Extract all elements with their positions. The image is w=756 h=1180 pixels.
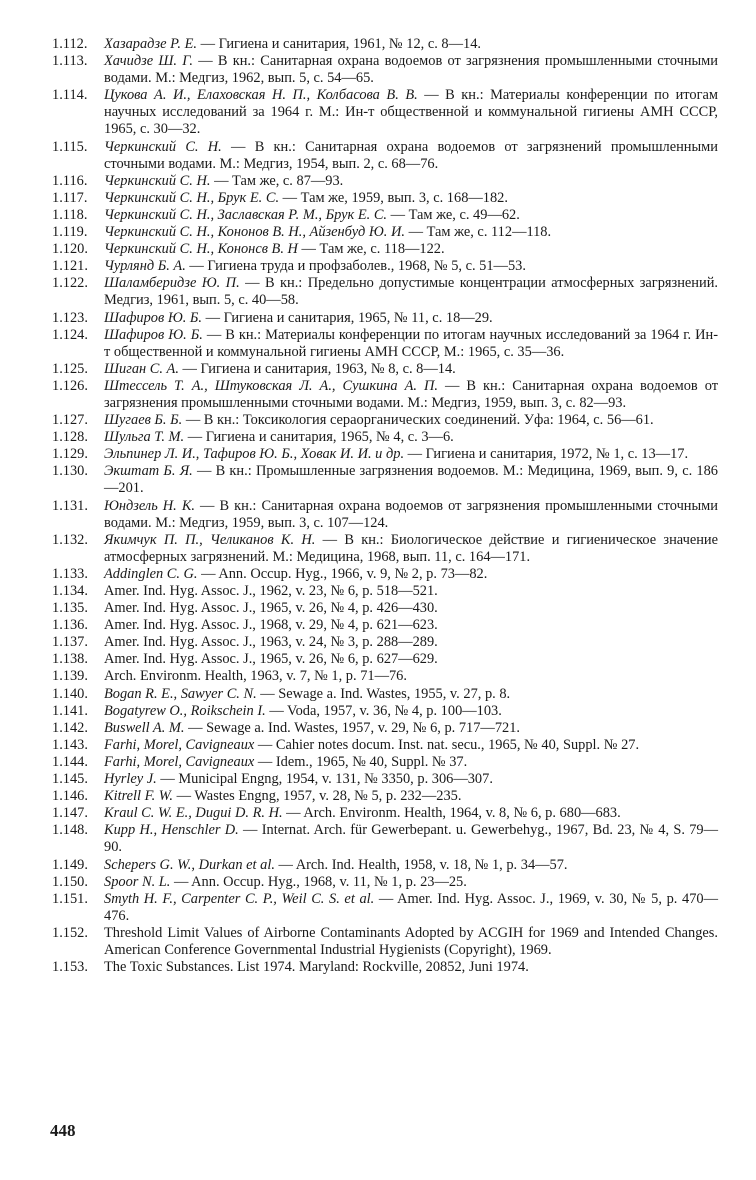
reference-text: Threshold Limit Values of Airborne Contaminants Adopted by ACGIH for 1969 and Intended Changes. American Conference Governmental Industrial Hygienists (Copyright), 1969. <box>104 924 718 958</box>
reference-text: — В кн.: Биологическое действие и гигиеническое значение атмосферных загрязнений. М.: Медицина, 1968, вып. 11, с. 164—171. <box>104 531 718 565</box>
reference-text: — В кн.: Санитарная охрана водоемов от загрязнения промышленными сточными водами. М.: Медгиз, 1962, вып. 5, с. 54—65. <box>104 53 718 87</box>
page-number: 448 <box>50 1121 76 1140</box>
reference-number: 1.153. <box>52 959 88 976</box>
reference-text: — Internat. Arch. für Gewerbepant. u. Gewerbehyg., 1967, Bd. 23, № 4, S. 79—90. <box>104 822 718 856</box>
reference-number: 1.137. <box>52 634 88 651</box>
reference-text: — В кн.: Предельно допустимые концентрации атмосферных загрязнений. Медгиз, 1961, вып. 5, с. 40—58. <box>104 275 718 309</box>
reference-text: — Arch. Ind. Health, 1958, v. 18, № 1, p. 34—57. <box>274 856 568 873</box>
reference-number: 1.128. <box>52 429 88 446</box>
reference-number: 1.144. <box>52 753 88 770</box>
reference-text: — Arch. Environm. Health, 1964, v. 8, № 6, p. 680—683. <box>282 805 621 822</box>
reference-authors: Bogan R. E., Sawyer C. N. <box>104 685 257 702</box>
reference-item <box>0 532 756 566</box>
reference-item <box>0 874 756 891</box>
reference-item <box>0 720 756 737</box>
reference-item <box>0 36 756 53</box>
reference-authors: Bogatyrew O., Roikschein I. <box>104 702 266 719</box>
reference-authors: Addinglen C. G. <box>104 565 198 582</box>
reference-item <box>0 190 756 207</box>
reference-text: — В кн.: Материалы конференции по итогам научных исследований за 1964 г. М.: Ин-т общественной и коммунальной гигиены АМН СССР, 1965, с. 30—32. <box>104 87 718 138</box>
reference-authors: Шаламберидзе Ю. П. <box>104 275 240 292</box>
reference-number: 1.148. <box>52 822 88 839</box>
reference-item <box>0 429 756 446</box>
reference-authors: Чурлянд Б. А. <box>104 258 186 275</box>
reference-text: Amer. Ind. Hyg. Assoc. J., 1963, v. 24, № 3, p. 288—289. <box>104 634 438 651</box>
reference-text: — Ann. Occup. Hyg., 1968, v. 11, № 1, p. 23—25. <box>170 873 467 890</box>
reference-text: — Гигиена труда и профзаболев., 1968, № 5, с. 51—53. <box>185 258 526 275</box>
reference-text: — Гигиена и санитария, 1961, № 12, с. 8—14. <box>197 36 481 52</box>
reference-text: Amer. Ind. Hyg. Assoc. J., 1968, v. 29, № 4, p. 621—623. <box>104 617 438 634</box>
reference-text: — Гигиена и санитария, 1965, № 11, с. 18—29. <box>202 309 493 326</box>
reference-item <box>0 617 756 634</box>
reference-item <box>0 634 756 651</box>
reference-item <box>0 891 756 925</box>
reference-authors: Черкинский С. Н., Заславская Р. М., Брук Е. С. <box>104 206 388 223</box>
reference-number: 1.132. <box>52 531 88 548</box>
reference-authors: Черкинский С. Н. <box>104 138 222 155</box>
reference-text: — В кн.: Материалы конференции по итогам научных исследований за 1964 г. Ин-т общественной и коммунальной гигиены АМН СССР, М.: 1965, с. 35—36. <box>104 326 718 360</box>
reference-item <box>0 857 756 874</box>
reference-authors: Шугаев Б. Б. <box>104 412 183 429</box>
reference-text: — Ann. Occup. Hyg., 1966, v. 9, № 2, p. 73—82. <box>197 565 488 582</box>
reference-number: 1.123. <box>52 309 88 326</box>
reference-number: 1.131. <box>52 497 88 514</box>
reference-text: — Гигиена и санитария, 1972, № 1, с. 13—17. <box>404 446 689 463</box>
reference-number: 1.112. <box>52 36 88 52</box>
reference-text: — Sewage a. Ind. Wastes, 1957, v. 29, № 6, p. 717—721. <box>184 719 521 736</box>
reference-number: 1.135. <box>52 600 88 617</box>
reference-authors: Хачидзе Ш. Г. <box>104 53 193 70</box>
reference-number: 1.129. <box>52 446 88 463</box>
reference-item <box>0 241 756 258</box>
reference-number: 1.146. <box>52 788 88 805</box>
reference-number: 1.143. <box>52 736 88 753</box>
reference-text: — В кн.: Санитарная охрана водоемов от загрязнения промышленными сточными водами. М.: Медгиз, 1959, вып. 3, с. 107—124. <box>104 497 718 531</box>
reference-text: — Там же, с. 87—93. <box>210 172 344 189</box>
reference-item <box>0 361 756 378</box>
reference-number: 1.136. <box>52 617 88 634</box>
reference-item <box>0 498 756 532</box>
reference-number: 1.116. <box>52 172 88 189</box>
reference-authors: Черкинский С. Н. <box>104 172 211 189</box>
reference-text: — Municipal Engng, 1954, v. 131, № 3350, p. 306—307. <box>156 771 493 788</box>
reference-number: 1.130. <box>52 463 88 480</box>
reference-number: 1.115. <box>52 138 88 155</box>
reference-text: The Toxic Substances. List 1974. Maryland: Rockville, 20852, Juni 1974. <box>104 959 529 976</box>
reference-number: 1.151. <box>52 890 88 907</box>
reference-authors: Штессель Т. А., Штуковская Л. А., Сушкина А. П. <box>104 377 438 394</box>
reference-item <box>0 53 756 87</box>
reference-text: — Гигиена и санитария, 1963, № 8, с. 8—14. <box>178 360 456 377</box>
reference-item <box>0 754 756 771</box>
reference-number: 1.126. <box>52 377 88 394</box>
reference-number: 1.114. <box>52 87 88 104</box>
reference-text: — Amer. Ind. Hyg. Assoc. J., 1969, v. 30, № 5, p. 470—476. <box>104 890 718 924</box>
reference-text: — В кн.: Токсикология сераорганических соединений. Уфа: 1964, с. 56—61. <box>182 412 654 429</box>
reference-text: — Sewage a. Ind. Wastes, 1955, v. 27, p. 8. <box>256 685 511 702</box>
reference-number: 1.139. <box>52 668 88 685</box>
reference-text: — Там же, с. 49—62. <box>387 206 520 223</box>
reference-authors: Hyrley J. <box>104 771 157 788</box>
reference-text: — Гигиена и санитария, 1965, № 4, с. 3—6. <box>184 429 454 446</box>
reference-text: — Cahier notes docum. Inst. nat. secu., 1965, № 40, Suppl. № 27. <box>254 736 640 753</box>
reference-number: 1.134. <box>52 583 88 599</box>
reference-number: 1.118. <box>52 206 88 223</box>
reference-item <box>0 822 756 856</box>
reference-item <box>0 224 756 241</box>
reference-number: 1.141. <box>52 702 88 719</box>
reference-number: 1.138. <box>52 651 88 668</box>
reference-authors: Шафиров Ю. Б. <box>104 326 203 343</box>
reference-item <box>0 463 756 497</box>
reference-text: — Там же, 1959, вып. 3, с. 168—182. <box>279 189 508 206</box>
reference-item <box>0 651 756 668</box>
reference-item <box>0 139 756 173</box>
reference-number: 1.149. <box>52 856 88 873</box>
reference-item <box>0 788 756 805</box>
reference-item <box>0 207 756 224</box>
reference-authors: Kitrell F. W. <box>104 788 174 805</box>
reference-item <box>0 925 756 959</box>
reference-list <box>0 36 756 976</box>
reference-authors: Черкинский С. Н., Кононов В. Н., Айзенбуд Ю. И. <box>104 224 405 241</box>
reference-number: 1.140. <box>52 685 88 702</box>
reference-number: 1.145. <box>52 771 88 788</box>
reference-item <box>0 805 756 822</box>
reference-item <box>0 327 756 361</box>
reference-authors: Kraul C. W. E., Dugui D. R. H. <box>104 805 283 822</box>
reference-authors: Цукова А. И., Елаховская Н. П., Колбасова В. В. <box>104 87 418 104</box>
reference-number: 1.113. <box>52 53 88 70</box>
reference-item <box>0 583 756 600</box>
reference-number: 1.152. <box>52 924 88 941</box>
reference-number: 1.120. <box>52 241 88 258</box>
reference-authors: Шафиров Ю. Б. <box>104 309 202 326</box>
reference-number: 1.122. <box>52 275 88 292</box>
reference-text: — В кн.: Санитарная охрана водоемов от загрязнения промышленными сточными водами. М.: Медгиз, 1959, вып. 3, с. 82—93. <box>104 377 718 411</box>
reference-item <box>0 600 756 617</box>
reference-text: — Там же, с. 112—118. <box>404 224 552 241</box>
reference-item <box>0 275 756 309</box>
reference-item <box>0 378 756 412</box>
reference-authors: Экштат Б. Я. <box>104 463 193 480</box>
reference-item <box>0 412 756 429</box>
reference-item <box>0 686 756 703</box>
reference-authors: Buswell A. M. <box>104 719 185 736</box>
reference-text: — Idem., 1965, № 40, Suppl. № 37. <box>254 753 468 770</box>
reference-number: 1.125. <box>52 360 88 377</box>
reference-authors: Черкинский С. Н., Брук Е. С. <box>104 189 280 206</box>
reference-text: Arch. Environm. Health, 1963, v. 7, № 1, p. 71—76. <box>104 668 407 685</box>
reference-authors: Farhi, Morel, Cavigneaux <box>104 753 255 770</box>
reference-authors: Хазарадзе Р. Е. <box>104 36 197 52</box>
reference-item <box>0 258 756 275</box>
reference-text: Amer. Ind. Hyg. Assoc. J., 1962, v. 23, № 6, p. 518—521. <box>104 583 438 599</box>
reference-number: 1.117. <box>52 189 88 206</box>
reference-text: — Там же, с. 118—122. <box>297 241 445 258</box>
reference-item <box>0 173 756 190</box>
reference-authors: Spoor N. L. <box>104 873 171 890</box>
reference-text: Amer. Ind. Hyg. Assoc. J., 1965, v. 26, № 4, p. 426—430. <box>104 600 438 617</box>
reference-authors: Эльпинер Л. И., Тафиров Ю. Б., Ховак И. И. и др. <box>104 446 405 463</box>
reference-number: 1.147. <box>52 805 88 822</box>
reference-number: 1.127. <box>52 412 88 429</box>
reference-text: Amer. Ind. Hyg. Assoc. J., 1965, v. 26, № 6, p. 627—629. <box>104 651 438 668</box>
reference-authors: Kupp H., Henschler D. <box>104 822 239 839</box>
reference-authors: Якимчук П. П., Челиканов К. Н. <box>104 531 316 548</box>
reference-item <box>0 566 756 583</box>
reference-item <box>0 959 756 976</box>
reference-authors: Schepers G. W., Durkan et al. <box>104 856 275 873</box>
reference-authors: Черкинский С. Н., Кононсв В. Н <box>104 241 298 258</box>
reference-item <box>0 310 756 327</box>
reference-number: 1.124. <box>52 326 88 343</box>
reference-item <box>0 87 756 138</box>
reference-authors: Шульга Т. М. <box>104 429 185 446</box>
reference-item <box>0 668 756 685</box>
reference-item <box>0 703 756 720</box>
reference-text: — В кн.: Промышленные загрязнения водоемов. М.: Медицина, 1969, вып. 9, с. 186—201. <box>104 463 718 497</box>
reference-item <box>0 737 756 754</box>
reference-number: 1.133. <box>52 565 88 582</box>
reference-authors: Smyth H. F., Carpenter C. P., Weil C. S. et al. <box>104 890 375 907</box>
reference-text: — В кн.: Санитарная охрана водоемов от загрязнений промышленными сточными водами. М.: Медгиз, 1954, вып. 2, с. 68—76. <box>104 138 718 172</box>
reference-number: 1.150. <box>52 873 88 890</box>
reference-number: 1.121. <box>52 258 88 275</box>
reference-number: 1.142. <box>52 719 88 736</box>
reference-item <box>0 771 756 788</box>
reference-text: — Wastes Engng, 1957, v. 28, № 5, p. 232—235. <box>173 788 462 805</box>
reference-authors: Юндзель Н. К. <box>104 497 195 514</box>
reference-text: — Voda, 1957, v. 36, № 4, p. 100—103. <box>265 702 502 719</box>
reference-authors: Farhi, Morel, Cavigneaux <box>104 736 255 753</box>
reference-number: 1.119. <box>52 224 88 241</box>
reference-item <box>0 446 756 463</box>
reference-authors: Шиган С. А. <box>104 360 179 377</box>
